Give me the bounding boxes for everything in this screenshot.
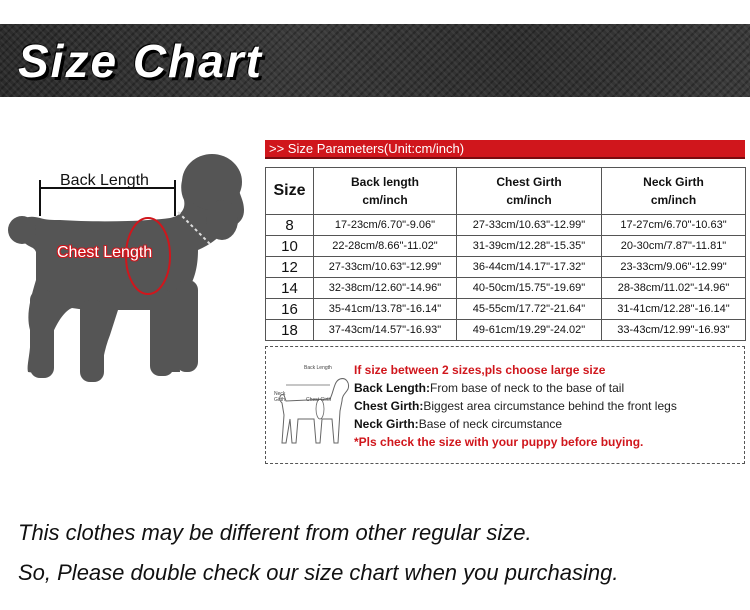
note-line-chest bbox=[354, 397, 677, 415]
size-cell: 8 bbox=[266, 215, 314, 236]
chest-cell: 49-61cm/19.29"-24.02" bbox=[457, 320, 602, 341]
footer-line-1: This clothes may be different from other regular size. bbox=[18, 520, 532, 545]
size-cell: 10 bbox=[266, 236, 314, 257]
mini-chest-label: Chest Girth bbox=[306, 397, 332, 403]
note-chest-label: Chest Girth: bbox=[354, 399, 424, 413]
header-neck-girth bbox=[602, 168, 746, 215]
size-chart-banner bbox=[0, 24, 750, 97]
size-cell: 18 bbox=[266, 320, 314, 341]
note-line-back bbox=[354, 379, 677, 397]
neck-cell: 33-43cm/12.99"-16.93" bbox=[602, 320, 746, 341]
chest-cell: 40-50cm/15.75"-19.69" bbox=[457, 278, 602, 299]
header-unit: cm/inch bbox=[362, 193, 408, 207]
header-back-length-label: Back length bbox=[350, 175, 419, 189]
neck-cell: 17-27cm/6.70"-10.63" bbox=[602, 215, 746, 236]
chest-length-label: Chest Length bbox=[57, 244, 153, 261]
size-table-section bbox=[265, 140, 745, 341]
header-size: Size bbox=[266, 168, 314, 215]
back-cell: 32-38cm/12.60"-14.96" bbox=[314, 278, 457, 299]
header-chest-girth bbox=[457, 168, 602, 215]
size-cell: 16 bbox=[266, 299, 314, 320]
table-row bbox=[266, 236, 746, 257]
back-cell: 17-23cm/6.70"-9.06" bbox=[314, 215, 457, 236]
note-back-label: Back Length: bbox=[354, 381, 431, 395]
banner-title: Size Chart bbox=[18, 35, 263, 87]
measurement-note-box bbox=[265, 346, 745, 464]
chest-cell: 36-44cm/14.17"-17.32" bbox=[457, 257, 602, 278]
note-chest-text: Biggest area circumstance behind the front legs bbox=[423, 399, 677, 413]
back-length-label: Back Length bbox=[60, 172, 149, 189]
note-back-text: From base of neck to the base of tail bbox=[430, 381, 625, 395]
mini-neck-label: Neck Girth bbox=[274, 391, 286, 403]
chest-cell: 45-55cm/17.72"-21.64" bbox=[457, 299, 602, 320]
size-parameters-header: >> Size Parameters(Unit:cm/inch) bbox=[265, 140, 745, 159]
chest-cell: 31-39cm/12.28"-15.35" bbox=[457, 236, 602, 257]
back-cell: 27-33cm/10.63"-12.99" bbox=[314, 257, 457, 278]
neck-cell: 28-38cm/11.02"-14.96" bbox=[602, 278, 746, 299]
mini-back-label: Back Length bbox=[304, 365, 332, 371]
neck-cell: 23-33cm/9.06"-12.99" bbox=[602, 257, 746, 278]
note-text bbox=[354, 361, 677, 451]
size-cell: 12 bbox=[266, 257, 314, 278]
mini-dog-diagram-icon bbox=[272, 363, 354, 451]
note-neck-label: Neck Girth: bbox=[354, 417, 419, 431]
header-unit: cm/inch bbox=[650, 193, 697, 207]
back-cell: 37-43cm/14.57"-16.93" bbox=[314, 320, 457, 341]
note-line-check: *Pls check the size with your puppy before buying. bbox=[354, 435, 644, 449]
header-neck-girth-label: Neck Girth bbox=[643, 175, 704, 189]
back-cell: 22-28cm/8.66"-11.02" bbox=[314, 236, 457, 257]
note-neck-text: Base of neck circumstance bbox=[418, 417, 563, 431]
table-header-row bbox=[266, 168, 746, 215]
chest-cell: 27-33cm/10.63"-12.99" bbox=[457, 215, 602, 236]
back-cell: 35-41cm/13.78"-16.14" bbox=[314, 299, 457, 320]
neck-cell: 31-41cm/12.28"-16.14" bbox=[602, 299, 746, 320]
note-line-neck bbox=[354, 415, 677, 433]
header-chest-girth-label: Chest Girth bbox=[496, 175, 562, 189]
note-line-size-advice: If size between 2 sizes,pls choose large size bbox=[354, 363, 606, 377]
footer-line-2: So, Please double check our size chart when you purchasing. bbox=[18, 560, 619, 585]
table-row bbox=[266, 299, 746, 320]
table-row bbox=[266, 257, 746, 278]
table-row bbox=[266, 278, 746, 299]
header-unit: cm/inch bbox=[506, 193, 552, 207]
size-table bbox=[265, 167, 746, 341]
neck-cell: 20-30cm/7.87"-11.81" bbox=[602, 236, 746, 257]
header-back-length bbox=[314, 168, 457, 215]
table-row bbox=[266, 215, 746, 236]
table-row bbox=[266, 320, 746, 341]
size-cell: 14 bbox=[266, 278, 314, 299]
